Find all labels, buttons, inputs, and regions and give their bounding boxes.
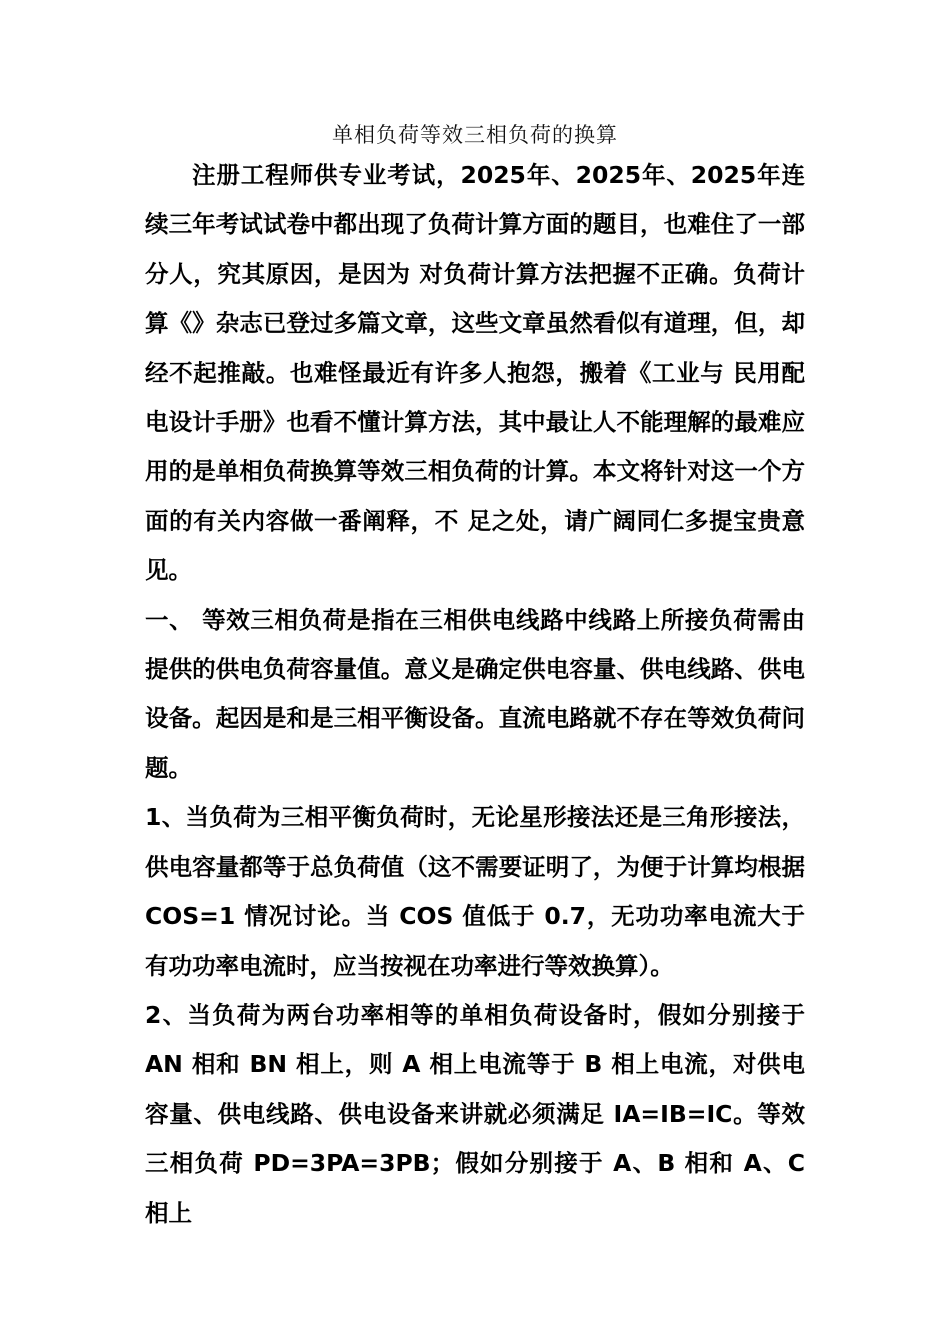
paragraph-item-1: 1、当负荷为三相平衡负荷时，无论星形接法还是三角形接法，供电容量都等于总负荷值（这不需要证明了，为便于计算均根据 COS=1 情况讨论。当 COS 值低于 0.7，无功功率电流大于有功功率电流时，应当按视在功率进行等效换算）。 bbox=[145, 803, 805, 980]
document-body bbox=[145, 151, 805, 1238]
paragraph-section-1: 一、 等效三相负荷是指在三相供电线路中线路上所接负荷需由提供的供电负荷容量值。意义是确定供电容量、供电线路、供电设备。起因是和是三相平衡设备。直流电路就不存在等效负荷问题。 bbox=[145, 605, 805, 782]
paragraph-item-2: 2、当负荷为两台功率相等的单相负荷设备时，假如分别接于AN 相和 BN 相上，则 A 相上电流等于 B 相上电流，对供电容量、供电线路、供电设备来讲就必须满足 IA=IB=IC。等效三相负荷 PD=3PA=3PB；假如分别接于 A、B 相和 A、C 相上 bbox=[145, 1000, 805, 1227]
document-title: 单相负荷等效三相负荷的换算 bbox=[332, 123, 618, 147]
paragraph-intro: 注册工程师供专业考试，2025年、2025年、2025年连续三年考试试卷中都出现了负荷计算方面的题目，也难住了一部分人，究其原因，是因为 对负荷计算方法把握不正确。负荷计算《》杂志已登过多篇文章，这些文章虽然看似有道理，但，却经不起推敲。也难怪最近有许多人抱怨，搬着《工业与 民用配电设计手册》也看不懂计算方法，其中最让人不能理解的最难应用的是单相负荷换算等效三相负荷的计算。本文将针对这一个方面的有关内容做一番阐释，不 足之处，请广阔同仁多提宝贵意见。 bbox=[145, 161, 805, 585]
